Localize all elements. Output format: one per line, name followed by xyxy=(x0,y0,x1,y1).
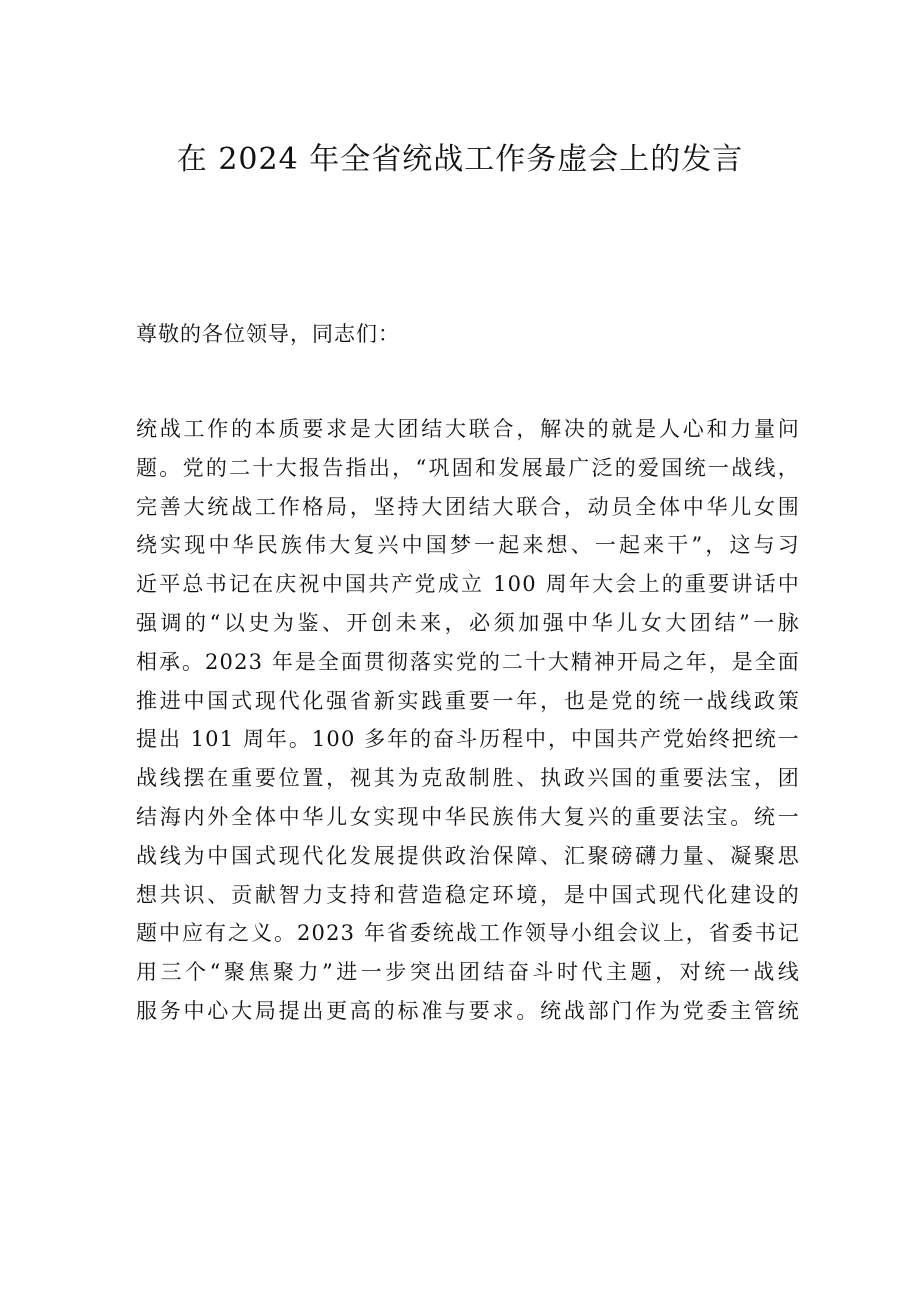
body-line: 绕实现中华民族伟大复兴中国梦一起来想、一起来干”，这与习 xyxy=(136,533,800,558)
document-title: 在 2024 年全省统战工作务虚会上的发言 xyxy=(176,142,744,177)
body-line: 推进中国式现代化强省新实践重要一年，也是党的统一战线政策 xyxy=(136,688,800,713)
body-line: 结海内外全体中华儿女实现中华民族伟大复兴的重要法宝。统一 xyxy=(136,804,800,829)
body-line: 统战工作的本质要求是大团结大联合，解决的就是人心和力量问 xyxy=(136,417,800,441)
body-line: 完善大统战工作格局，坚持大团结大联合，动员全体中华儿女围 xyxy=(136,494,800,519)
salutation: 尊敬的各位领导，同志们： xyxy=(136,322,400,346)
body-line: 战线摆在重要位置，视其为克敌制胜、执政兴国的重要法宝，团 xyxy=(136,766,800,791)
body-line: 战线为中国式现代化发展提供政治保障、汇聚磅礴力量、凝聚思 xyxy=(136,843,800,868)
body-line: 题。党的二十大报告指出，“巩固和发展最广泛的爱国统一战线， xyxy=(136,455,800,480)
body-line: 强调的“以史为鉴、开创未来，必须加强中华儿女大团结”一脉 xyxy=(136,610,800,635)
body-line: 服务中心大局提出更高的标准与要求。统战部门作为党委主管统 xyxy=(136,998,800,1023)
body-line: 用三个“聚焦聚力”进一步突出团结奋斗时代主题，对统一战线 xyxy=(136,960,800,985)
body-line: 题中应有之义。2023 年省委统战工作领导小组会议上，省委书记 xyxy=(136,921,800,946)
body-line: 想共识、贡献智力支持和营造稳定环境，是中国式现代化建设的 xyxy=(136,882,800,907)
body-line: 近平总书记在庆祝中国共产党成立 100 周年大会上的重要讲话中 xyxy=(136,572,800,597)
body-line: 提出 101 周年。100 多年的奋斗历程中，中国共产党始终把统一 xyxy=(136,727,800,752)
body-paragraph xyxy=(136,410,800,1031)
body-line: 相承。2023 年是全面贯彻落实党的二十大精神开局之年，是全面 xyxy=(136,649,800,674)
